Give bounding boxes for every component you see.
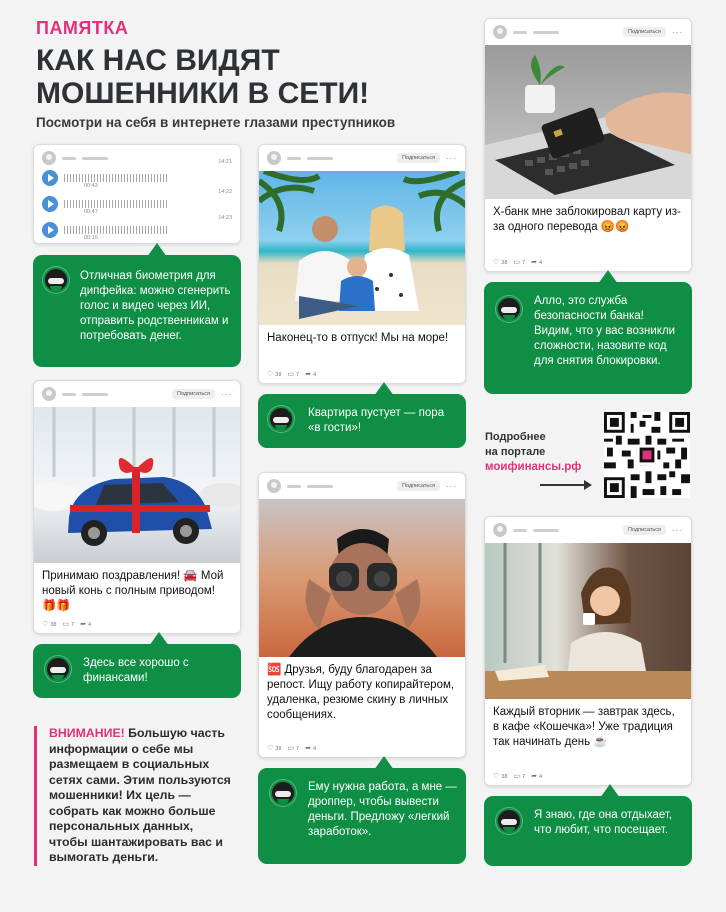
placeholder-bar — [287, 157, 301, 160]
post-vacation — [258, 144, 466, 384]
play-icon[interactable] — [42, 222, 58, 238]
laptop-card-photo — [485, 45, 691, 199]
binoculars-photo — [259, 499, 465, 657]
message-time: 14:22 — [218, 189, 232, 195]
post-stats — [493, 258, 542, 266]
card-header — [485, 517, 691, 543]
more-icon[interactable]: ··· — [672, 27, 683, 37]
laptop-illustration — [485, 45, 691, 199]
post-text: Принимаю поздравления! 🚘 Мой новый конь с полным приводом! 🎁🎁 — [42, 570, 224, 612]
placeholder-bar — [307, 157, 333, 160]
qr-code[interactable] — [604, 412, 690, 498]
comment-count[interactable]: ▭ 7 — [287, 370, 299, 378]
subscribe-button[interactable]: Подписаться — [397, 481, 440, 491]
waveform — [64, 200, 168, 208]
post-cafe — [484, 516, 692, 786]
cafe-woman-photo — [485, 543, 691, 699]
card-header — [259, 145, 465, 171]
share-count[interactable]: ➦ 4 — [531, 258, 542, 266]
post-stats — [267, 744, 316, 752]
message-duration: 00:43 — [84, 183, 98, 189]
bubble-dropper — [258, 768, 466, 864]
masked-fraudster-icon — [268, 406, 294, 432]
message-time: 14:21 — [218, 159, 232, 165]
subscribe-button[interactable]: Подписаться — [623, 27, 666, 37]
post-text: Каждый вторник — завтрак здесь, в кафе «Кошечка»! Уже традиция так начинать день ☕ — [493, 706, 675, 748]
subscribe-button[interactable]: Подписаться — [623, 525, 666, 535]
like-count[interactable]: ♡ 38 — [267, 744, 281, 752]
avatar-icon — [267, 151, 281, 165]
bubble-bank-call — [484, 282, 692, 394]
subscribe-button[interactable]: Подписаться — [397, 153, 440, 163]
share-count[interactable]: ➦ 4 — [305, 370, 316, 378]
bubble-tail — [374, 382, 394, 396]
bubble-text: Алло, это служба безопасности банка! Видим, что у вас возникли сложности, назовите код для снятия блокировки. — [534, 295, 676, 367]
bubble-tail — [600, 784, 620, 798]
masked-fraudster-icon — [45, 656, 71, 682]
waveform — [64, 174, 168, 182]
like-count[interactable]: ♡ 38 — [267, 370, 281, 378]
placeholder-bar — [82, 157, 108, 160]
avatar-icon — [493, 25, 507, 39]
warning-block — [34, 726, 234, 866]
comment-count[interactable]: ▭ 7 — [287, 744, 299, 752]
bubble-text: Отличная биометрия для дипфейка: можно сгенерить голос и видео через ИИ, отправить родственникам и потребовать денег. — [80, 270, 231, 342]
placeholder-bar — [82, 393, 108, 396]
more-icon[interactable]: ··· — [446, 153, 457, 163]
avatar-icon — [493, 523, 507, 537]
post-binoculars — [258, 472, 466, 758]
more-icon[interactable]: ··· — [672, 525, 683, 535]
card-header — [259, 473, 465, 499]
placeholder-bar — [533, 31, 559, 34]
comment-count[interactable]: ▭ 7 — [513, 772, 525, 780]
bubble-apartment — [258, 394, 466, 448]
voice-message[interactable] — [34, 191, 240, 217]
bubble-tail — [149, 632, 169, 646]
card-header — [34, 381, 240, 407]
masked-fraudster-icon — [270, 780, 296, 806]
comment-count[interactable]: ▭ 7 — [513, 258, 525, 266]
placeholder-bar — [287, 485, 301, 488]
voice-message[interactable] — [34, 165, 240, 191]
title-line-2: МОШЕННИКИ В СЕТИ! — [36, 77, 370, 110]
page-subtitle: Посмотри на себя в интернете глазами преступников — [36, 115, 396, 130]
bubble-text: Я знаю, где она отдыхает, что любит, что посещает. — [534, 809, 673, 836]
beach-illustration — [259, 171, 465, 325]
placeholder-bar — [307, 485, 333, 488]
cafe-illustration — [485, 543, 691, 699]
post-text: Х-банк мне заблокировал карту из-за одного перевода 😡😡 — [493, 206, 681, 233]
more-info-line2: на портале — [485, 446, 546, 458]
portal-link[interactable]: моифинансы.рф — [485, 461, 582, 473]
placeholder-bar — [513, 529, 527, 532]
placeholder-bar — [513, 31, 527, 34]
waveform — [64, 226, 168, 234]
kicker: ПАМЯТКА — [36, 18, 129, 38]
placeholder-bar — [62, 393, 76, 396]
subscribe-button[interactable]: Подписаться — [172, 389, 215, 399]
warning-text: Большую часть информации о себе мы размещаем в социальных сетях сами. Этим пользуются мошенники! Их цель — собрать как можно больше персональных данных, чтобы шантажировать вас и вымогать деньги. — [49, 726, 231, 864]
bubble-cafe-stalk — [484, 796, 692, 866]
like-count[interactable]: ♡ 38 — [493, 772, 507, 780]
placeholder-bar — [533, 529, 559, 532]
play-icon[interactable] — [42, 196, 58, 212]
masked-fraudster-icon — [496, 808, 522, 834]
message-duration: 00:47 — [84, 209, 98, 215]
post-text: 🆘 Друзья, буду благодарен за репост. Ищу работу копирайтером, удаленка, резюме скину в личных сообщениях. — [267, 664, 455, 721]
card-header — [485, 19, 691, 45]
warning-lead: ВНИМАНИЕ! — [49, 726, 125, 740]
avatar-icon — [42, 151, 56, 165]
title-line-1: КАК НАС ВИДЯТ — [36, 44, 280, 77]
bubble-finances — [33, 644, 241, 698]
message-duration: 00:15 — [84, 235, 98, 241]
placeholder-bar — [62, 157, 76, 160]
avatar-icon — [267, 479, 281, 493]
car-illustration — [34, 407, 240, 563]
more-info-line1: Подробнее — [485, 431, 546, 443]
more-icon[interactable]: ··· — [446, 481, 457, 491]
masked-fraudster-icon — [43, 267, 69, 293]
post-stats — [267, 370, 316, 378]
more-icon[interactable]: ··· — [221, 389, 232, 399]
play-icon[interactable] — [42, 170, 58, 186]
like-count[interactable]: ♡ 38 — [42, 620, 56, 628]
bubble-deepfake — [33, 255, 241, 367]
avatar-icon — [42, 387, 56, 401]
share-count[interactable]: ➦ 4 — [305, 744, 316, 752]
post-car — [33, 380, 241, 634]
voice-message[interactable] — [34, 217, 240, 243]
beach-family-photo — [259, 171, 465, 325]
comment-count[interactable]: ▭ 7 — [62, 620, 74, 628]
page-title — [36, 44, 369, 110]
masked-fraudster-icon — [496, 296, 522, 322]
post-bank — [484, 18, 692, 272]
bubble-tail — [598, 270, 618, 284]
post-stats — [493, 772, 542, 780]
more-info — [485, 430, 581, 475]
post-stats — [42, 620, 91, 628]
bubble-text: Здесь все хорошо с финансами! — [83, 657, 189, 684]
bubble-tail — [147, 243, 167, 257]
bubble-text: Квартира пустует — пора «в гости»! — [308, 407, 445, 434]
car-showroom-photo — [34, 407, 240, 563]
voice-messages-card — [33, 144, 241, 244]
bubble-text: Ему нужна работа, а мне — дроппер, чтобы вывести деньги. Предложу «легкий заработок». — [308, 781, 457, 838]
message-time: 14:23 — [218, 215, 232, 221]
qr-code-pattern — [604, 412, 690, 498]
share-count[interactable]: ➦ 4 — [531, 772, 542, 780]
bubble-tail — [374, 756, 394, 770]
arrow-right-icon — [540, 484, 590, 486]
share-count[interactable]: ➦ 4 — [80, 620, 91, 628]
like-count[interactable]: ♡ 38 — [493, 258, 507, 266]
post-text: Наконец-то в отпуск! Мы на море! — [267, 332, 449, 344]
binoculars-illustration — [259, 499, 465, 657]
